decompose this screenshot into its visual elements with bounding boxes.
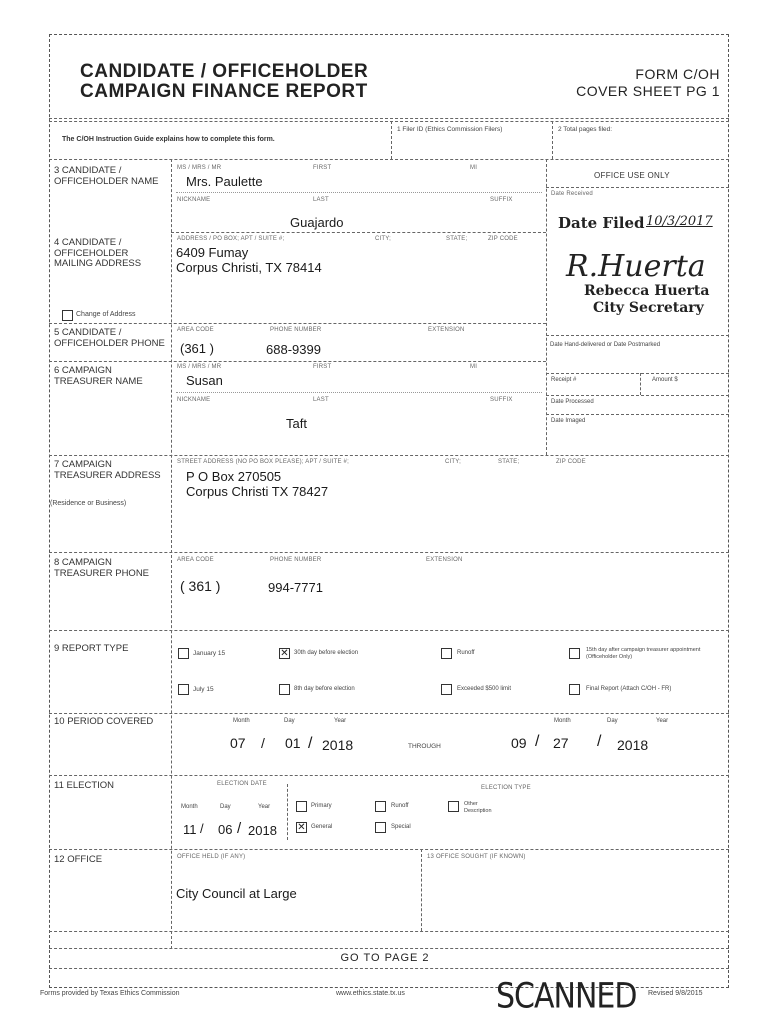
election-year: 2018 [248,823,277,838]
city-label: CITY; [375,236,391,242]
election-separator-1: / [200,821,204,836]
election-primary-label: Primary [311,803,332,809]
treasurer-first-label: FIRST [313,364,332,370]
to-month-label: Month [554,718,571,724]
election-special-label: Special [391,824,411,830]
candidate-address-line1: 6409 Fumay [176,245,249,260]
to-day-label: Day [607,718,618,724]
footer-website: www.ethics.state.tx.us [336,990,405,997]
election-date-label: ELECTION DATE [217,781,267,787]
treasurer-address-line2: Corpus Christi TX 78427 [186,484,329,499]
treasurer-last-label: LAST [313,397,329,403]
section-7-label: 7 CAMPAIGN TREASURER ADDRESS [54,459,161,481]
election-general-checkbox[interactable]: ✕ [297,822,306,833]
treasurer-mi-label: MI [470,364,478,370]
election-year-label: Year [258,804,271,810]
treasurer-area-code: ( 361 ) [180,578,221,594]
to-separator-1: / [535,733,540,750]
to-separator-2: / [597,733,602,750]
section-10-label: 10 PERIOD COVERED [54,716,154,727]
report-exceeded-limit-label: Exceeded $500 limit [457,686,512,692]
filer-id-label: 1 Filer ID (Ethics Commission Filers) [397,126,503,133]
report-final-label: Final Report (Attach C/OH - FR) [586,686,672,692]
candidate-last-name: Guajardo [290,215,344,230]
election-special-checkbox[interactable] [375,822,386,833]
form-title-line1: CANDIDATE / OFFICEHOLDER [80,61,369,82]
office-use-heading: OFFICE USE ONLY [594,171,670,180]
report-january-15-label: January 15 [193,650,226,657]
treasurer-last-name: Taft [286,416,307,431]
election-other-checkbox[interactable] [448,801,459,812]
treasurer-address-line1: P O Box 270505 [186,469,282,484]
election-day: 06 [218,822,233,837]
form-subtitle: COVER SHEET PG 1 [576,83,720,99]
secretary-signature: R.Huerta [566,249,706,284]
section-12-label: 12 OFFICE [54,854,103,865]
scanned-stamp: SCANNED [496,976,637,1017]
date-processed-label: Date Processed [551,399,594,405]
report-15th-day-checkbox[interactable] [569,648,580,659]
section-3-label: 3 CANDIDATE / OFFICEHOLDER NAME [54,165,159,187]
election-month: 11 [183,822,197,837]
election-runoff-label: Runoff [391,803,409,809]
report-exceeded-limit-checkbox[interactable] [441,684,452,695]
treasurer-suffix-label: SUFFIX [490,397,513,403]
state-label: STATE; [446,236,468,242]
area-code-label: AREA CODE [177,327,214,333]
office-held-value: City Council at Large [176,886,297,901]
election-primary-checkbox[interactable] [296,801,307,812]
election-runoff-checkbox[interactable] [375,801,386,812]
form-id: FORM C/OH [635,66,720,82]
ms-label: MS / MRS / MR [177,165,222,171]
to-day: 27 [553,735,569,751]
office-sought-label: 13 OFFICE SOUGHT (IF KNOWN) [427,854,526,860]
instruction-text: The C/OH Instruction Guide explains how to complete this form. [62,136,275,143]
from-separator-2: / [308,735,313,752]
treasurer-city-label: CITY; [445,459,461,465]
treasurer-first-name: Susan [186,373,223,388]
from-day-label: Day [284,718,295,724]
phone-number-label: PHONE NUMBER [270,327,322,333]
election-separator-2: / [237,820,242,837]
from-year-label: Year [334,718,347,724]
report-8th-day-checkbox[interactable] [279,684,290,695]
nickname-label: NICKNAME [177,197,211,203]
date-received-label: Date Received [551,191,593,197]
form-title-line2: CAMPAIGN FINANCE REPORT [80,81,368,102]
extension-label: EXTENSION [428,327,465,333]
from-day: 01 [285,735,301,751]
candidate-first-name: Mrs. Paulette [186,174,263,189]
report-january-15-checkbox[interactable] [178,648,189,659]
report-runoff-checkbox[interactable] [441,648,452,659]
change-of-address-checkbox[interactable] [62,310,73,321]
report-30th-day-checkbox[interactable]: ✕ [280,648,289,659]
address-label: ADDRESS / PO BOX; APT / SUITE #; [177,236,285,242]
suffix-label: SUFFIX [490,197,513,203]
from-month-label: Month [233,718,250,724]
election-general-label: General [311,824,333,830]
election-other-label: Other Description [464,801,492,814]
election-day-label: Day [220,804,231,810]
section-6-label: 6 CAMPAIGN TREASURER NAME [54,365,143,387]
section-5-label: 5 CANDIDATE / OFFICEHOLDER PHONE [54,327,165,349]
to-year: 2018 [617,737,649,753]
treasurer-ms-label: MS / MRS / MR [177,364,222,370]
amount-label: Amount $ [652,377,678,383]
candidate-area-code: (361 ) [180,341,214,356]
treasurer-state-label: STATE; [498,459,520,465]
last-label: LAST [313,197,329,203]
election-month-label: Month [181,804,198,810]
from-year: 2018 [322,737,354,753]
receipt-label: Receipt # [551,377,577,383]
section-7-sublabel: (Residence or Business) [50,500,127,507]
report-july-15-checkbox[interactable] [178,684,189,695]
date-filed-stamp: Date Filed [558,214,645,232]
from-month: 07 [230,735,246,751]
total-pages-label: 2 Total pages filed: [558,126,613,133]
section-11-label: 11 ELECTION [54,780,115,791]
stamp-title: City Secretary [593,300,704,316]
report-runoff-label: Runoff [457,650,475,656]
footer-provider: Forms provided by Texas Ethics Commission [40,990,180,997]
to-month: 09 [511,735,527,751]
report-july-15-label: July 15 [193,686,214,693]
treasurer-phone: 994-7771 [268,580,323,595]
report-30th-day-label: 30th day before election [294,650,359,656]
through-label: THROUGH [408,743,441,750]
treasurer-nickname-label: NICKNAME [177,397,211,403]
report-15th-day-label: 15th day after campaign treasurer appointment (Officeholder Only) [586,647,701,660]
election-type-label: ELECTION TYPE [481,785,531,791]
change-of-address-label: Change of Address [76,311,136,318]
first-label: FIRST [313,165,332,171]
treasurer-address-label: STREET ADDRESS (NO PO BOX PLEASE); APT / SUITE #; [177,459,349,465]
office-held-label: OFFICE HELD (IF ANY) [177,854,246,860]
hand-delivered-label: Date Hand-delivered or Date Postmarked [550,342,661,348]
zip-label: ZIP CODE [488,236,518,242]
to-year-label: Year [656,718,669,724]
date-filed-value: 10/3/2017 [646,214,713,229]
treasurer-extension-label: EXTENSION [426,557,463,563]
treasurer-zip-label: ZIP CODE [556,459,586,465]
report-final-checkbox[interactable] [569,684,580,695]
candidate-address-line2: Corpus Christi, TX 78414 [176,260,322,275]
date-imaged-label: Date Imaged [551,418,586,424]
section-8-label: 8 CAMPAIGN TREASURER PHONE [54,557,150,579]
treasurer-area-code-label: AREA CODE [177,557,214,563]
stamp-name: Rebecca Huerta [584,283,710,299]
from-separator-1: / [261,735,265,751]
report-8th-day-label: 8th day before election [294,686,355,692]
mi-label: MI [470,165,478,171]
go-to-page-2: GO TO PAGE 2 [340,952,430,964]
footer-revised: Revised 9/8/2015 [648,990,703,997]
section-9-label: 9 REPORT TYPE [54,643,129,654]
section-4-label: 4 CANDIDATE / OFFICEHOLDER MAILING ADDRESS [54,237,142,269]
candidate-phone: 688-9399 [266,342,321,357]
treasurer-phone-label: PHONE NUMBER [270,557,322,563]
